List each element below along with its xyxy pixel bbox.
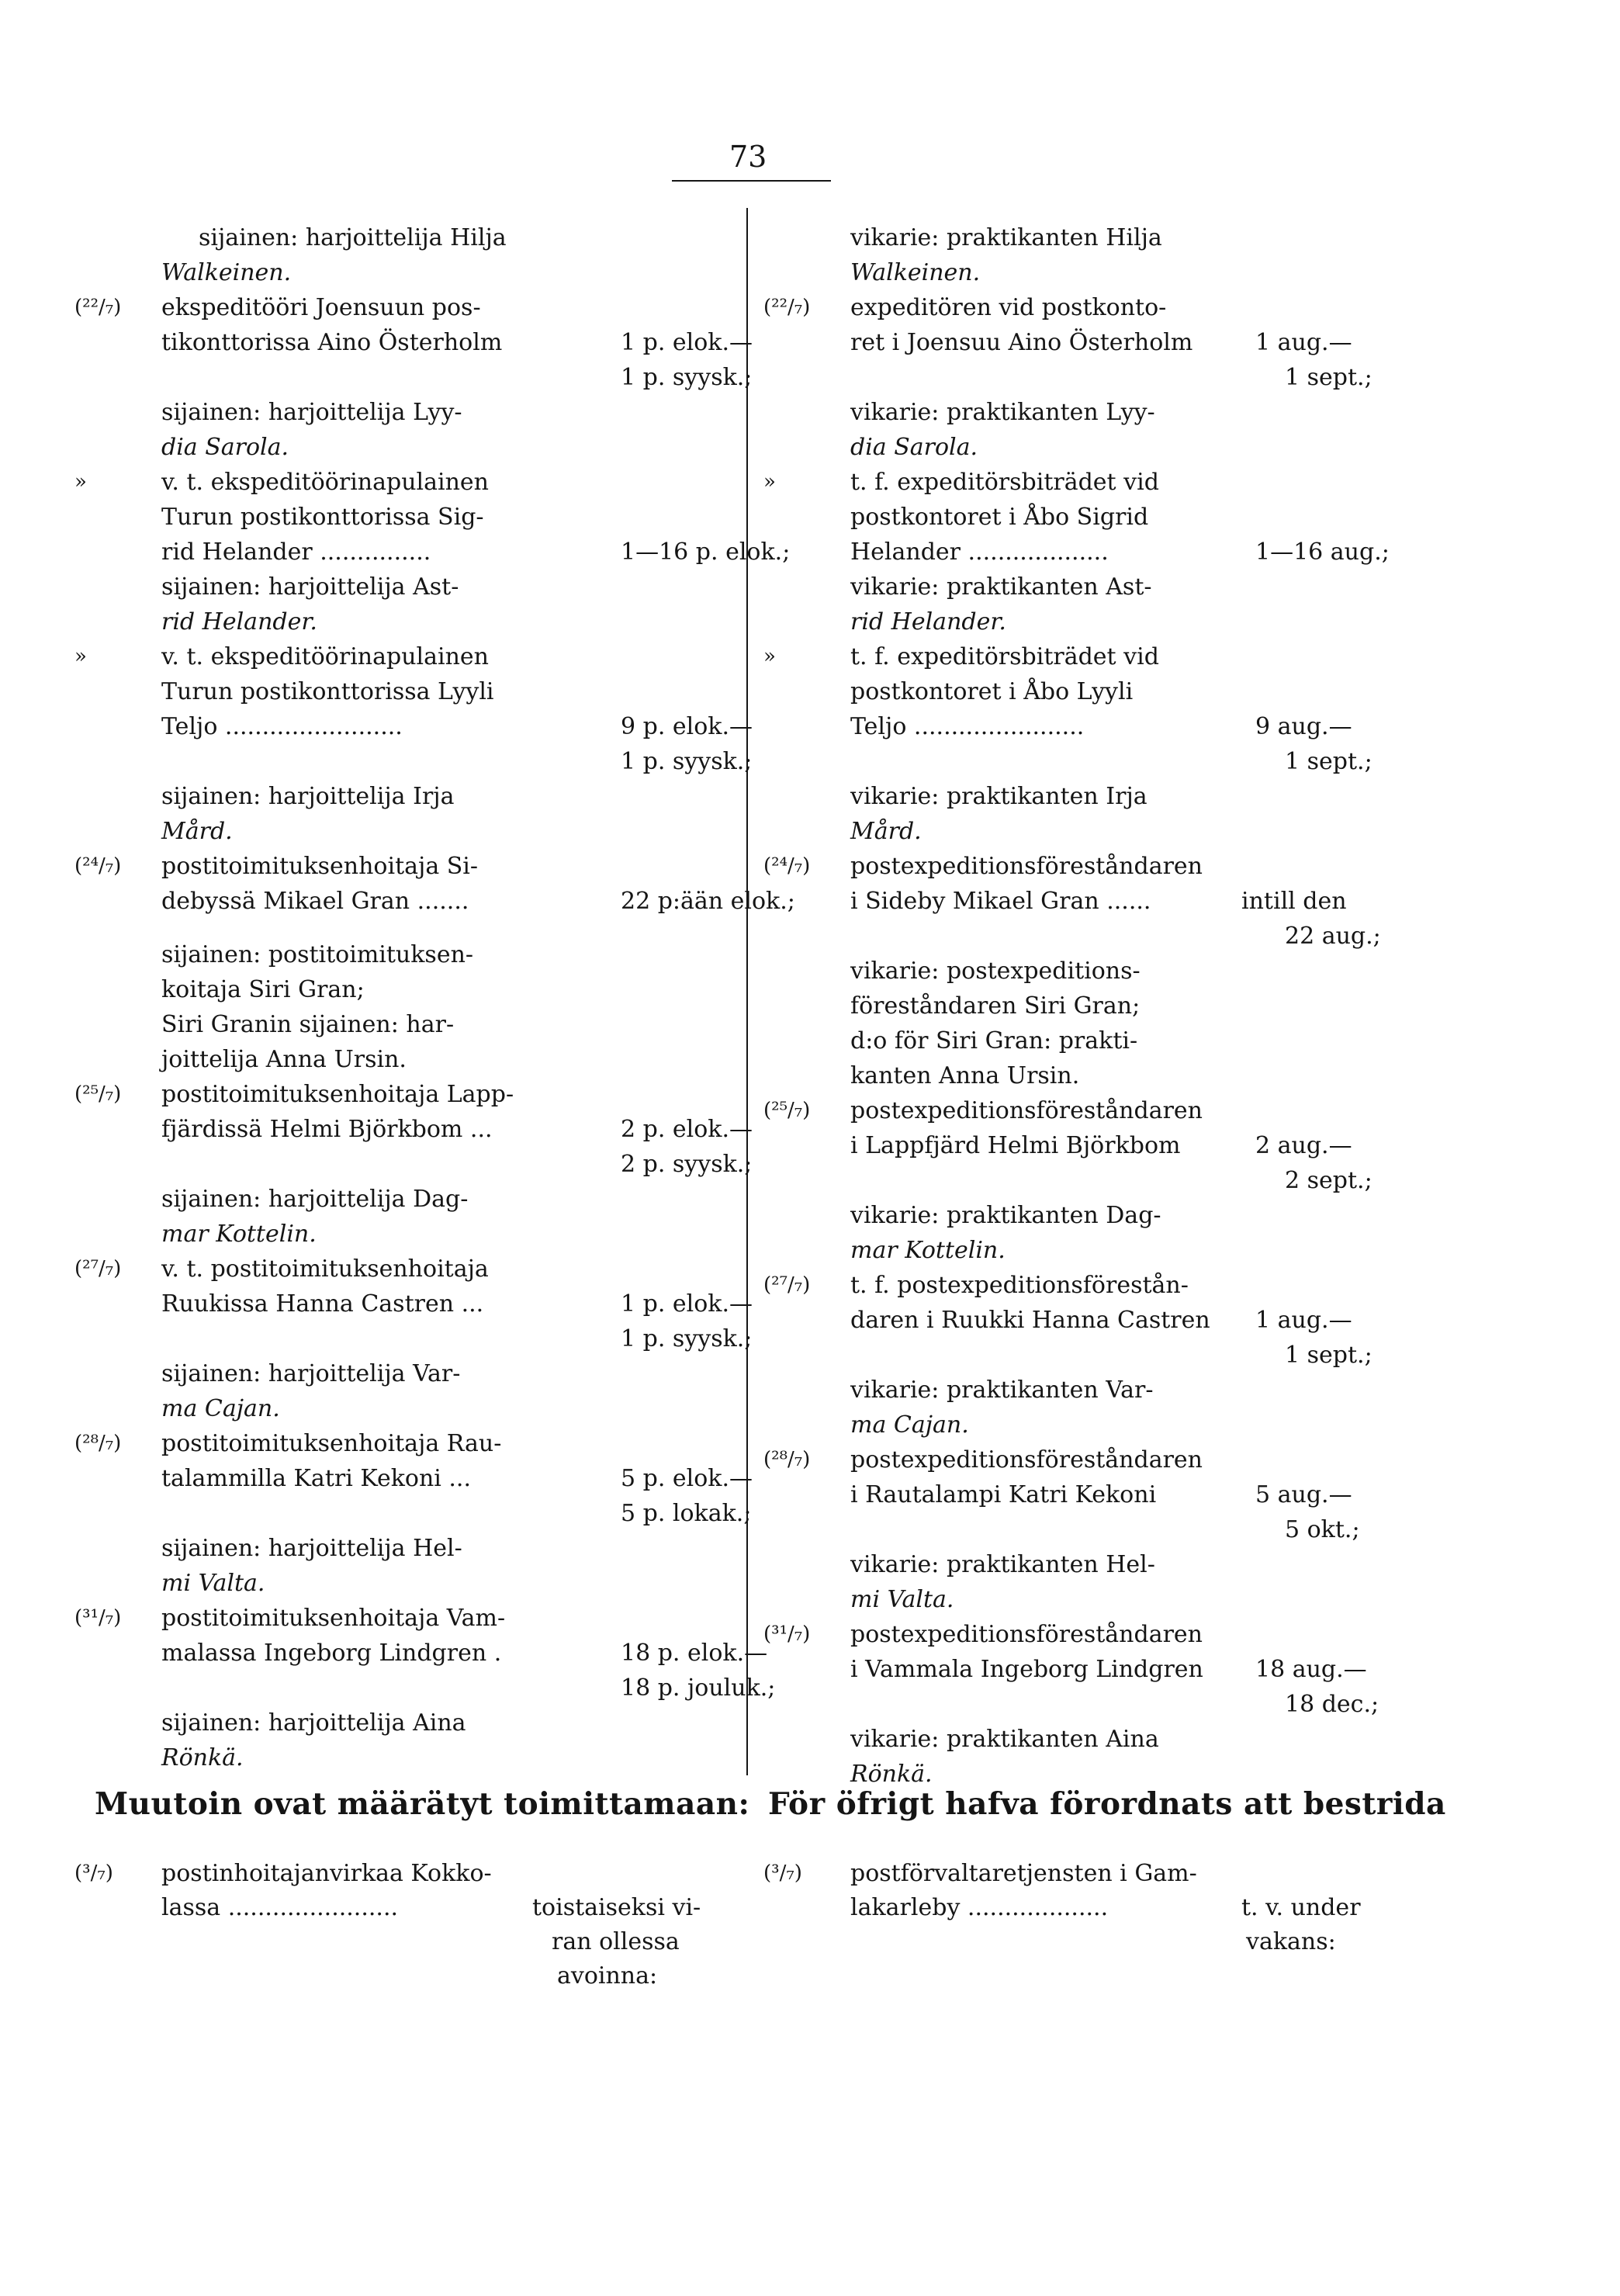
entry-line [763, 255, 1547, 290]
bottom-right-entries [763, 1856, 1547, 1958]
entry-period: 18 p. jouluk.; [621, 1674, 776, 1702]
entry-text: postexpeditionsföreståndaren [850, 853, 1203, 880]
entry-line [74, 1958, 734, 1993]
entry-text: postexpeditionsföreståndaren [850, 1446, 1203, 1474]
entry-text: rid Helander. [850, 608, 1006, 635]
entry-text: vikarie: praktikanten Irja [850, 783, 1148, 810]
entry-date-marker: » [763, 645, 776, 668]
entry-text: postkontoret i Åbo Sigrid [850, 504, 1149, 531]
entry-text: Helander ................... [850, 539, 1109, 566]
entry-line [763, 674, 1547, 709]
entry-line [74, 1566, 734, 1601]
entry-date-marker: (²²/₇) [74, 296, 122, 319]
entry-text: t. f. postexpeditionsförestån- [850, 1272, 1189, 1299]
entry-text: Teljo ........................ [161, 713, 403, 740]
entry-text: Mård. [850, 818, 922, 845]
entry-line [763, 1058, 1547, 1093]
entry-date-marker: (²⁵/₇) [763, 1099, 811, 1122]
entry-period: 1 p. syysk.; [621, 364, 753, 391]
entry-period: 1 p. syysk.; [621, 748, 753, 775]
entry-line [763, 1198, 1547, 1233]
entry-line [763, 1442, 1547, 1477]
entry-line [74, 290, 734, 325]
entry-text: rid Helander ............... [161, 539, 431, 566]
entry-text: vikarie: praktikanten Hilja [850, 224, 1162, 251]
entry-period: 22 p:ään elok.; [621, 888, 795, 915]
entry-text: malassa Ingeborg Lindgren . [161, 1640, 502, 1667]
entry-date-marker: » [74, 470, 87, 493]
entry-text: Turun postikonttorissa Lyyli [161, 678, 494, 705]
entry-text: i Sideby Mikael Gran ...... [850, 888, 1151, 915]
entry-period: 2 p. syysk.; [621, 1151, 753, 1178]
heading-right: För öfrigt hafva förordnats att bestrida [768, 1786, 1446, 1822]
entry-period: 18 p. elok.— [621, 1640, 768, 1667]
entry-line [74, 500, 734, 535]
entry-line [74, 1856, 734, 1890]
entry-date-marker: (²⁷/₇) [74, 1257, 122, 1280]
entry-period: avoinna: [557, 1962, 658, 1990]
entry-text: vikarie: praktikanten Ast- [850, 573, 1152, 601]
entry-line [74, 1112, 753, 1147]
entry-text: Teljo ....................... [850, 713, 1085, 740]
entry-text: postkontoret i Åbo Lyyli [850, 678, 1134, 705]
entry-line [763, 1023, 1547, 1058]
entry-line [74, 1671, 776, 1706]
entry-period: 1 aug.— [1255, 1307, 1352, 1334]
entry-line [74, 1924, 734, 1958]
entry-text: vikarie: praktikanten Dag- [850, 1202, 1161, 1229]
entry-line [763, 220, 1547, 255]
entry-line [763, 1547, 1547, 1582]
entry-line [763, 919, 1547, 954]
entry-line [763, 1477, 1547, 1512]
entry-period: 5 aug.— [1255, 1481, 1352, 1508]
entry-text: postitoimituksenhoitaja Lapp- [161, 1081, 514, 1108]
entry-text: t. f. expeditörsbiträdet vid [850, 643, 1159, 670]
entry-text: ma Cajan. [161, 1395, 280, 1422]
entry-date-marker: » [763, 470, 776, 493]
entry-line [763, 1652, 1547, 1687]
entry-period: vakans: [1246, 1928, 1336, 1955]
entry-line [763, 1924, 1547, 1958]
entry-line [763, 709, 1547, 744]
entry-text: Siri Granin sijainen: har- [161, 1011, 455, 1038]
entry-period: 5 okt.; [1285, 1516, 1360, 1543]
entry-period: intill den [1241, 888, 1347, 915]
entry-line [74, 849, 734, 884]
entry-line [763, 1303, 1547, 1338]
entry-text: lassa ....................... [161, 1894, 399, 1921]
entry-text: rid Helander. [161, 608, 317, 635]
entry-period: 1—16 aug.; [1255, 539, 1390, 566]
entry-line [763, 1268, 1547, 1303]
header-rule [672, 180, 831, 182]
heading-left: Muutoin ovat määrätyt toimittamaan: [95, 1786, 750, 1822]
entry-text: postexpeditionsföreståndaren [850, 1097, 1203, 1124]
entry-line [74, 1496, 752, 1531]
entry-line [763, 570, 1547, 604]
entry-period: 1 sept.; [1285, 748, 1372, 775]
entry-line [74, 1182, 734, 1217]
entry-line [74, 1890, 734, 1924]
entry-line [763, 639, 1547, 674]
entry-text: sijainen: harjoittelija Lyy- [161, 399, 462, 426]
entry-line [763, 465, 1547, 500]
entry-line [74, 570, 734, 604]
entry-text: mi Valta. [850, 1586, 954, 1613]
right-column [763, 220, 1547, 1792]
entry-date-marker: (²⁸/₇) [763, 1448, 811, 1471]
entry-line [74, 1426, 734, 1461]
entry-line [763, 1582, 1547, 1617]
entry-text: dia Sarola. [850, 434, 978, 461]
entry-line [74, 1391, 734, 1426]
entry-text: t. f. expeditörsbiträdet vid [850, 469, 1159, 496]
entry-text: mar Kottelin. [161, 1221, 317, 1248]
entry-text: kanten Anna Ursin. [850, 1062, 1080, 1089]
entry-text: sijainen: harjoittelija Hilja [199, 224, 507, 251]
entry-text: joittelija Anna Ursin. [161, 1046, 407, 1073]
entry-line [763, 1617, 1547, 1652]
entry-period: 1 p. elok.— [621, 329, 753, 356]
entry-line [74, 779, 734, 814]
entry-date-marker: (³/₇) [763, 1861, 802, 1885]
entry-line [763, 604, 1547, 639]
entry-text: vikarie: praktikanten Hel- [850, 1551, 1155, 1578]
entry-line [763, 884, 1547, 919]
entry-line [763, 1233, 1547, 1268]
entry-date-marker: » [74, 645, 87, 668]
entry-text: talammilla Katri Kekoni ... [161, 1465, 472, 1492]
entry-line [74, 937, 734, 972]
entry-line [74, 220, 734, 255]
entry-line [74, 1007, 734, 1042]
entry-text: ma Cajan. [850, 1411, 969, 1439]
entry-line [74, 465, 734, 500]
entry-line [74, 255, 734, 290]
entry-line [763, 989, 1547, 1023]
entry-line [74, 1252, 734, 1287]
entry-text: d:o för Siri Gran: prakti- [850, 1027, 1138, 1054]
entry-text: Turun postikonttorissa Sig- [161, 504, 484, 531]
entry-line [74, 604, 734, 639]
entry-date-marker: (²⁴/₇) [74, 854, 122, 878]
entry-text: postitoimituksenhoitaja Vam- [161, 1605, 506, 1632]
entry-date-marker: (²²/₇) [763, 296, 811, 319]
entry-line [763, 1722, 1547, 1757]
entry-date-marker: (³¹/₇) [74, 1606, 122, 1629]
entry-line [763, 1687, 1547, 1722]
entry-line [763, 1856, 1547, 1890]
entry-text: ret i Joensuu Aino Österholm [850, 329, 1193, 356]
entry-text: daren i Ruukki Hanna Castren [850, 1307, 1210, 1334]
entry-period: 1 sept.; [1285, 1342, 1372, 1369]
entry-line [763, 325, 1547, 360]
entry-text: tikonttorissa Aino Österholm [161, 329, 503, 356]
entry-line [763, 395, 1547, 430]
left-column [74, 220, 795, 1775]
entry-date-marker: (²⁷/₇) [763, 1273, 811, 1297]
entry-text: postinhoitajanvirkaa Kokko- [161, 1860, 492, 1887]
entry-text: vikarie: postexpeditions- [850, 958, 1141, 985]
entry-line [74, 395, 734, 430]
entry-date-marker: (³¹/₇) [763, 1622, 811, 1646]
entry-text: vikarie: praktikanten Lyy- [850, 399, 1155, 426]
entry-period: ran ollessa [552, 1928, 680, 1955]
entry-line [763, 290, 1547, 325]
entry-text: Rönkä. [161, 1744, 244, 1771]
entry-line [74, 430, 734, 465]
entry-line [763, 1890, 1547, 1924]
entry-line [763, 1373, 1547, 1408]
entry-line [763, 1128, 1547, 1163]
entry-line [74, 884, 795, 919]
entry-line [74, 1042, 734, 1077]
column-divider [746, 208, 748, 1775]
entry-line [763, 430, 1547, 465]
entry-text: vikarie: praktikanten Var- [850, 1377, 1154, 1404]
entry-line [74, 1287, 753, 1321]
entry-text: debyssä Mikael Gran ....... [161, 888, 469, 915]
entry-text: sijainen: harjoittelija Dag- [161, 1186, 469, 1213]
entry-date-marker: (³/₇) [74, 1861, 113, 1885]
entry-text: mar Kottelin. [850, 1237, 1006, 1264]
entry-line [74, 709, 753, 744]
entry-line [74, 1531, 734, 1566]
entry-text: sijainen: harjoittelija Aina [161, 1709, 466, 1737]
entry-text: v. t. postitoimituksenhoitaja [161, 1255, 489, 1283]
entry-text: i Lappfjärd Helmi Björkbom [850, 1132, 1181, 1159]
entry-line [74, 674, 734, 709]
entry-line [763, 535, 1547, 570]
entry-line [763, 1163, 1547, 1198]
entry-line [74, 535, 791, 570]
entry-line [74, 1601, 734, 1636]
bottom-left-entries [74, 1856, 734, 1993]
entry-line [74, 325, 753, 360]
entry-date-marker: (²⁸/₇) [74, 1432, 122, 1455]
entry-period: 1 sept.; [1285, 364, 1372, 391]
entry-period: 2 sept.; [1285, 1167, 1372, 1194]
entry-period: 1 p. elok.— [621, 1290, 753, 1318]
entry-line [74, 1740, 734, 1775]
entry-text: mi Valta. [161, 1570, 265, 1597]
entry-line [74, 1706, 734, 1740]
entry-line [74, 814, 734, 849]
entry-period: 2 aug.— [1255, 1132, 1352, 1159]
entry-period: 9 p. elok.— [621, 713, 753, 740]
entry-line [74, 1356, 734, 1391]
entry-period: 22 aug.; [1285, 923, 1381, 950]
entry-text: koitaja Siri Gran; [161, 976, 365, 1003]
entry-text: vikarie: praktikanten Aina [850, 1726, 1159, 1753]
entry-text: postförvaltaretjensten i Gam- [850, 1860, 1197, 1887]
entry-text: postitoimituksenhoitaja Si- [161, 853, 479, 880]
entry-text: i Rautalampi Katri Kekoni [850, 1481, 1157, 1508]
entry-date-marker: (²⁴/₇) [763, 854, 811, 878]
entry-text: ekspeditööri Joensuun pos- [161, 294, 481, 321]
entry-text: i Vammala Ingeborg Lindgren [850, 1656, 1203, 1683]
entry-line [763, 360, 1547, 395]
entry-period: 1 p. syysk.; [621, 1325, 753, 1352]
entry-period: 9 aug.— [1255, 713, 1352, 740]
entry-text: dia Sarola. [161, 434, 289, 461]
entry-period: 1 aug.— [1255, 329, 1352, 356]
entry-line [763, 1093, 1547, 1128]
entry-line [74, 744, 753, 779]
entry-period: 18 dec.; [1285, 1691, 1379, 1718]
entry-text: Rönkä. [850, 1761, 933, 1788]
entry-period: 2 p. elok.— [621, 1116, 753, 1143]
entry-text: Ruukissa Hanna Castren ... [161, 1290, 484, 1318]
entry-line [74, 1147, 753, 1182]
entry-line [74, 360, 753, 395]
entry-text: föreståndaren Siri Gran; [850, 992, 1141, 1020]
entry-text: Mård. [161, 818, 233, 845]
entry-line [763, 744, 1547, 779]
entry-date-marker: (²⁵/₇) [74, 1082, 122, 1106]
entry-text: fjärdissä Helmi Björkbom ... [161, 1116, 493, 1143]
entry-text: sijainen: postitoimituksen- [161, 941, 474, 968]
entry-text: postexpeditionsföreståndaren [850, 1621, 1203, 1648]
entry-text: Walkeinen. [850, 259, 981, 286]
entry-period: toistaiseksi vi- [532, 1894, 701, 1921]
entry-text: expeditören vid postkonto- [850, 294, 1167, 321]
entry-text: v. t. ekspeditöörinapulainen [161, 643, 489, 670]
entry-line [763, 1338, 1547, 1373]
entry-line [74, 1636, 768, 1671]
entry-text: v. t. ekspeditöörinapulainen [161, 469, 489, 496]
entry-line [763, 1512, 1547, 1547]
entry-text: sijainen: harjoittelija Hel- [161, 1535, 462, 1562]
entry-text: postitoimituksenhoitaja Rau- [161, 1430, 502, 1457]
entry-line [763, 954, 1547, 989]
entry-text: sijainen: harjoittelija Ast- [161, 573, 459, 601]
entry-period: 1—16 p. elok.; [621, 539, 791, 566]
entry-text: Walkeinen. [161, 259, 292, 286]
entry-line [763, 779, 1547, 814]
entry-line [74, 972, 734, 1007]
entry-line [74, 1321, 753, 1356]
entry-period: 5 p. lokak.; [621, 1500, 752, 1527]
entry-line [763, 1408, 1547, 1442]
entry-period: t. v. under [1241, 1894, 1361, 1921]
entry-line [763, 500, 1547, 535]
entry-period: 18 aug.— [1255, 1656, 1367, 1683]
page-number: 73 [729, 140, 767, 174]
entry-line [74, 1077, 734, 1112]
entry-line [74, 1217, 734, 1252]
entry-line [74, 1461, 753, 1496]
entry-period: 5 p. elok.— [621, 1465, 753, 1492]
entry-line [763, 849, 1547, 884]
entry-line [763, 814, 1547, 849]
entry-text: sijainen: harjoittelija Var- [161, 1360, 461, 1387]
entry-text: lakarleby ................... [850, 1894, 1109, 1921]
entry-line [74, 919, 734, 937]
entry-text: sijainen: harjoittelija Irja [161, 783, 455, 810]
entry-line [74, 639, 734, 674]
